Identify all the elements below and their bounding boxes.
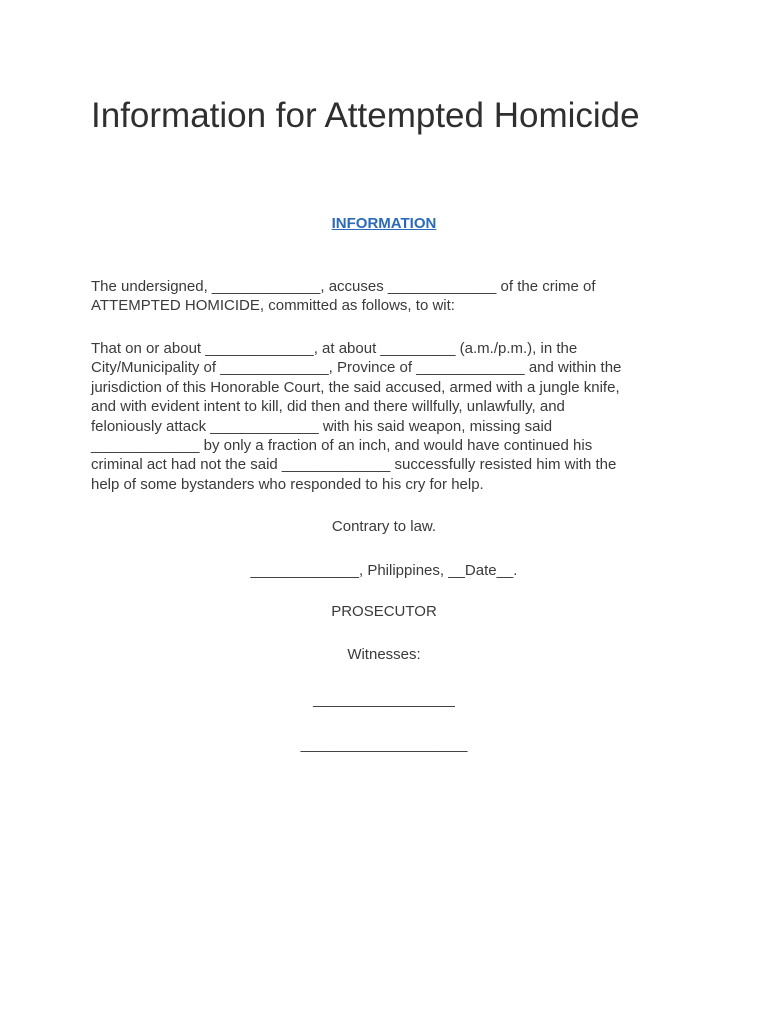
witness-signature-line: ____________________ xyxy=(300,736,468,753)
place-date-line: _____________, Philippines, __Date__. xyxy=(250,562,518,579)
paragraph-line: help of some bystanders who responded to his cry for help. xyxy=(91,475,484,493)
contrary-to-law: Contrary to law. xyxy=(331,518,437,535)
paragraph-line: City/Municipality of _____________, Province of _____________ and within the xyxy=(91,359,622,377)
paragraph-line: criminal act had not the said _____________ successfully resisted him with the xyxy=(91,456,617,474)
document-title: Information for Attempted Homicide xyxy=(91,96,640,135)
paragraph-line: The undersigned, _____________, accuses _____________ of the crime of xyxy=(91,278,596,295)
section-heading: INFORMATION xyxy=(331,215,437,232)
witness-signature-line: _________________ xyxy=(313,691,455,708)
facts-paragraph xyxy=(91,339,681,494)
prosecutor-label: PROSECUTOR xyxy=(331,603,437,620)
paragraph-line: and with evident intent to kill, did then and there willfully, unlawfully, and xyxy=(91,398,565,416)
paragraph-line: That on or about _____________, at about _________ (a.m./p.m.), in the xyxy=(91,340,578,357)
paragraph-line: jurisdiction of this Honorable Court, the said accused, armed with a jungle knife, xyxy=(91,378,620,396)
accusation-paragraph xyxy=(91,277,681,316)
paragraph-line: ATTEMPTED HOMICIDE, committed as follows, to wit: xyxy=(91,297,455,315)
witnesses-label: Witnesses: xyxy=(347,646,421,663)
paragraph-line: _____________ by only a fraction of an inch, and would have continued his xyxy=(91,437,593,455)
paragraph-line: feloniously attack _____________ with his said weapon, missing said xyxy=(91,417,553,435)
